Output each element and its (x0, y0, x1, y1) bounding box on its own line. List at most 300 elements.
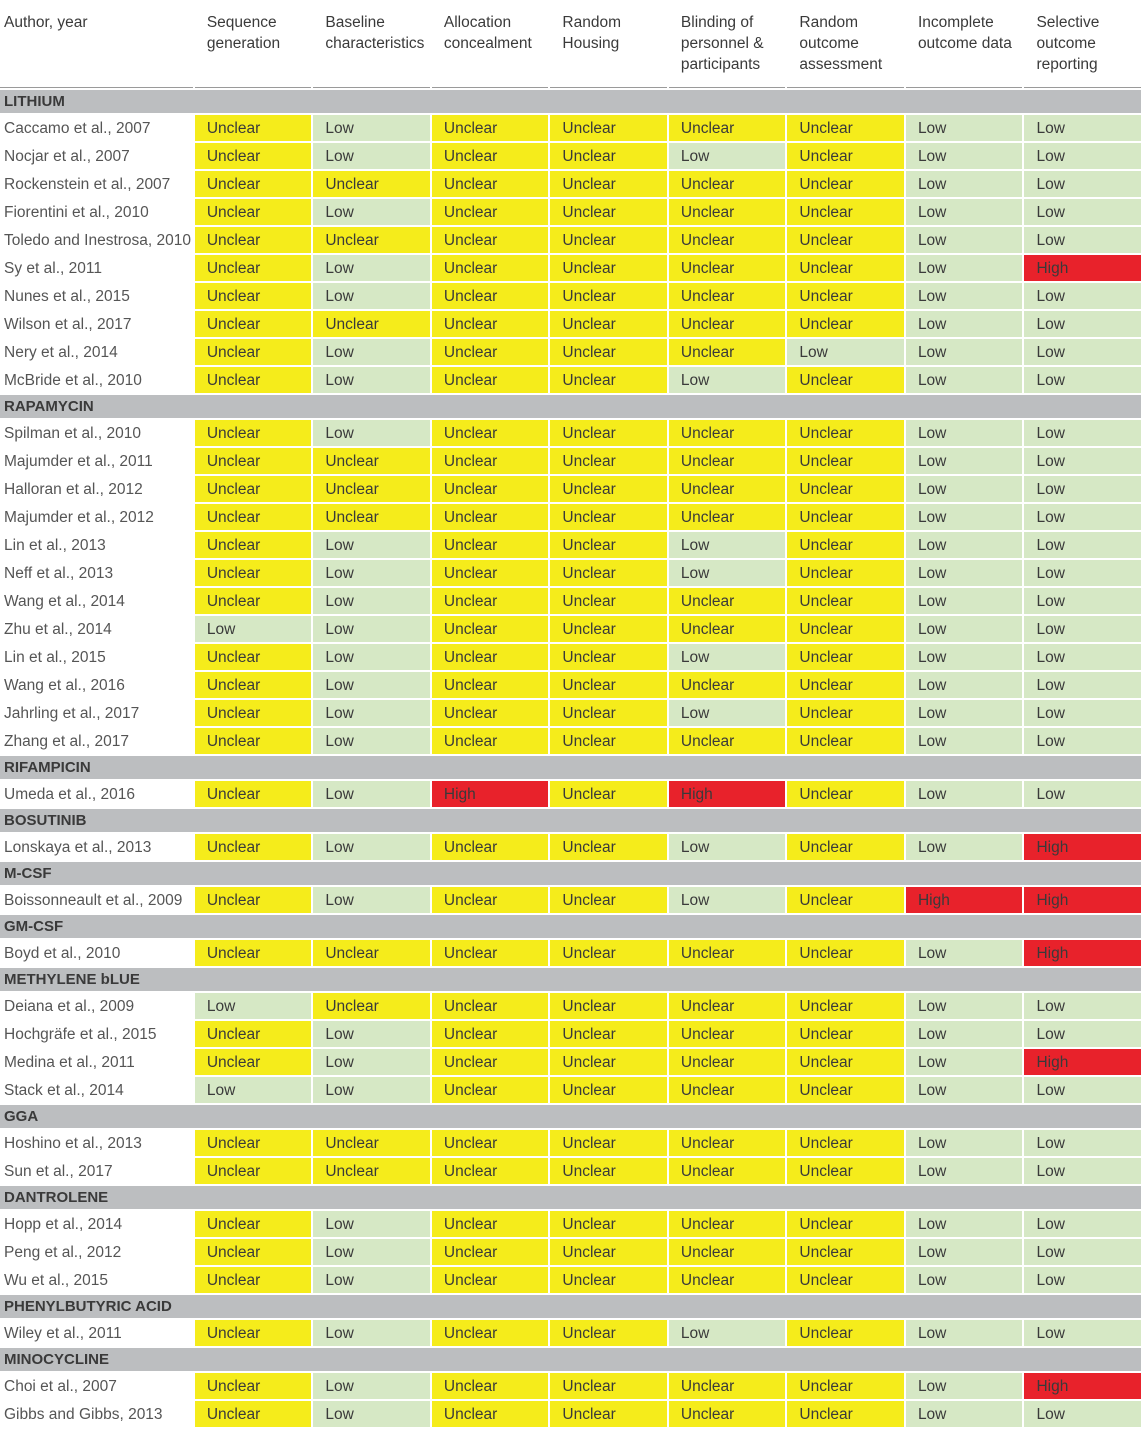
header-blinding: Blinding of personnel & participants (669, 0, 786, 88)
risk-cell: Low (787, 339, 904, 365)
risk-cell: Unclear (313, 227, 430, 253)
risk-cell: Unclear (432, 644, 549, 670)
group-label: PHENYLBUTYRIC ACID (0, 1295, 1141, 1318)
risk-cell: Low (313, 1373, 430, 1399)
table-row (0, 339, 1141, 365)
table-row (0, 171, 1141, 197)
header-allocation-concealment: Allocation concealment (432, 0, 549, 88)
risk-cell: Unclear (195, 1401, 312, 1427)
risk-cell: Low (906, 283, 1023, 309)
risk-cell: Unclear (195, 1320, 312, 1346)
risk-cell: Low (195, 993, 312, 1019)
risk-cell: Low (1024, 311, 1141, 337)
author-cell: Majumder et al., 2011 (4, 453, 153, 470)
author-cell: Zhang et al., 2017 (4, 733, 129, 750)
risk-cell: Low (1024, 143, 1141, 169)
group-row (0, 915, 1141, 938)
risk-cell: Low (313, 1077, 430, 1103)
risk-cell: Unclear (550, 476, 667, 502)
risk-cell: High (1024, 834, 1141, 860)
risk-cell: High (1024, 887, 1141, 913)
risk-cell: Unclear (669, 1239, 786, 1265)
risk-cell: Unclear (550, 1211, 667, 1237)
risk-cell: Unclear (550, 1021, 667, 1047)
risk-cell: Low (313, 1401, 430, 1427)
author-cell: Spilman et al., 2010 (4, 425, 142, 442)
risk-cell: Low (906, 476, 1023, 502)
risk-cell: Unclear (550, 143, 667, 169)
table-row (0, 940, 1141, 966)
risk-cell: Unclear (313, 993, 430, 1019)
risk-cell: Unclear (787, 1077, 904, 1103)
risk-cell: Unclear (669, 1158, 786, 1184)
risk-cell: Unclear (432, 672, 549, 698)
risk-cell: Unclear (195, 834, 312, 860)
table-body (0, 90, 1141, 1427)
group-label: MINOCYCLINE (0, 1348, 1141, 1371)
risk-cell: Low (1024, 448, 1141, 474)
risk-cell: Low (1024, 504, 1141, 530)
risk-cell: Unclear (432, 728, 549, 754)
risk-cell: Unclear (787, 616, 904, 642)
risk-cell: Low (669, 1320, 786, 1346)
risk-cell: Low (1024, 532, 1141, 558)
risk-cell: Low (313, 1320, 430, 1346)
risk-cell: Unclear (432, 255, 549, 281)
risk-cell: Low (906, 728, 1023, 754)
risk-cell: Unclear (669, 311, 786, 337)
group-label: M-CSF (0, 862, 1141, 885)
author-cell: Caccamo et al., 2007 (4, 120, 151, 137)
risk-cell: Low (906, 1077, 1023, 1103)
risk-cell: Low (906, 644, 1023, 670)
risk-cell: Low (906, 616, 1023, 642)
risk-cell: Low (1024, 644, 1141, 670)
risk-cell: Unclear (669, 993, 786, 1019)
risk-cell: Unclear (787, 448, 904, 474)
author-cell: Hoshino et al., 2013 (4, 1135, 142, 1152)
risk-cell: Unclear (550, 644, 667, 670)
risk-cell: Unclear (195, 1130, 312, 1156)
group-row (0, 395, 1141, 418)
risk-cell: Low (1024, 588, 1141, 614)
group-row (0, 1105, 1141, 1128)
risk-cell: Unclear (550, 420, 667, 446)
risk-cell: Unclear (550, 1130, 667, 1156)
author-cell: Lin et al., 2015 (4, 649, 106, 666)
risk-cell: Unclear (550, 227, 667, 253)
risk-cell: Unclear (669, 171, 786, 197)
risk-cell: Unclear (432, 311, 549, 337)
risk-cell: Unclear (195, 700, 312, 726)
risk-cell: Unclear (432, 887, 549, 913)
risk-cell: Low (906, 1239, 1023, 1265)
author-cell: Sun et al., 2017 (4, 1163, 113, 1180)
risk-cell: Unclear (550, 448, 667, 474)
risk-cell: Low (906, 672, 1023, 698)
risk-cell: Unclear (550, 834, 667, 860)
risk-cell: Low (906, 1267, 1023, 1293)
risk-cell: Unclear (787, 1211, 904, 1237)
risk-cell: Unclear (669, 672, 786, 698)
table-row (0, 504, 1141, 530)
risk-cell: Unclear (669, 255, 786, 281)
risk-cell: Unclear (432, 834, 549, 860)
risk-cell: Unclear (787, 1158, 904, 1184)
risk-cell: Unclear (550, 616, 667, 642)
risk-cell: Unclear (550, 588, 667, 614)
risk-cell: Unclear (787, 1130, 904, 1156)
risk-cell: Unclear (550, 1158, 667, 1184)
risk-cell: Unclear (195, 1021, 312, 1047)
table-row (0, 143, 1141, 169)
header-sequence-generation: Sequence generation (195, 0, 312, 88)
group-label: LITHIUM (0, 90, 1141, 113)
risk-cell: Unclear (195, 781, 312, 807)
header-incomplete-outcome-data: Incomplete outcome data (906, 0, 1023, 88)
group-label: METHYLENE bLUE (0, 968, 1141, 991)
risk-cell: Low (906, 227, 1023, 253)
risk-cell: Unclear (550, 532, 667, 558)
risk-cell: Unclear (787, 560, 904, 586)
group-row (0, 90, 1141, 113)
risk-cell: Low (1024, 171, 1141, 197)
risk-cell: Low (906, 588, 1023, 614)
risk-cell: Unclear (195, 1373, 312, 1399)
risk-cell: Unclear (313, 448, 430, 474)
risk-cell: Low (313, 781, 430, 807)
risk-cell: Unclear (669, 504, 786, 530)
risk-cell: Low (669, 560, 786, 586)
risk-cell: Low (906, 504, 1023, 530)
author-cell: Fiorentini et al., 2010 (4, 204, 149, 221)
risk-cell: Unclear (313, 940, 430, 966)
risk-cell: Low (313, 588, 430, 614)
risk-cell: Unclear (787, 532, 904, 558)
risk-cell: Unclear (669, 1373, 786, 1399)
risk-cell: Low (1024, 1267, 1141, 1293)
risk-cell: Unclear (787, 940, 904, 966)
risk-cell: Unclear (550, 728, 667, 754)
risk-cell: Unclear (195, 367, 312, 393)
group-row (0, 1186, 1141, 1209)
risk-cell: Unclear (195, 115, 312, 141)
risk-cell: Unclear (669, 1130, 786, 1156)
author-cell: Nunes et al., 2015 (4, 288, 130, 305)
risk-cell: Unclear (313, 504, 430, 530)
table-row (0, 255, 1141, 281)
risk-cell: Unclear (669, 1077, 786, 1103)
risk-cell: Low (669, 143, 786, 169)
risk-cell: Unclear (195, 448, 312, 474)
risk-cell: Low (906, 700, 1023, 726)
header-selective-outcome-reporting: Selective outcome reporting (1024, 0, 1141, 88)
risk-cell: Unclear (550, 367, 667, 393)
risk-cell: Low (313, 115, 430, 141)
table-row (0, 616, 1141, 642)
risk-cell: Unclear (432, 420, 549, 446)
risk-cell: Low (906, 1320, 1023, 1346)
author-cell: Peng et al., 2012 (4, 1244, 122, 1261)
risk-cell: Unclear (669, 588, 786, 614)
risk-cell: Unclear (195, 255, 312, 281)
risk-cell: Low (906, 420, 1023, 446)
risk-cell: High (1024, 255, 1141, 281)
table-row (0, 448, 1141, 474)
risk-cell: Unclear (550, 700, 667, 726)
risk-cell: Unclear (432, 115, 549, 141)
risk-cell: Low (906, 448, 1023, 474)
author-cell: Wang et al., 2016 (4, 677, 125, 694)
group-label: GGA (0, 1105, 1141, 1128)
risk-cell: Unclear (195, 532, 312, 558)
risk-cell: Low (1024, 227, 1141, 253)
author-cell: Sy et al., 2011 (4, 260, 102, 277)
risk-cell: Low (906, 1158, 1023, 1184)
risk-cell: Low (1024, 1401, 1141, 1427)
risk-cell: Low (906, 1130, 1023, 1156)
risk-cell: High (669, 781, 786, 807)
risk-cell: Unclear (432, 171, 549, 197)
table-header (0, 0, 1141, 88)
risk-cell: Unclear (432, 199, 549, 225)
risk-cell: Unclear (550, 1401, 667, 1427)
risk-cell: Unclear (550, 255, 667, 281)
risk-cell: Unclear (669, 1267, 786, 1293)
risk-cell: High (1024, 940, 1141, 966)
author-cell: Umeda et al., 2016 (4, 786, 135, 803)
header-author-year: Author, year (0, 0, 193, 88)
risk-cell: Unclear (432, 283, 549, 309)
risk-cell: Low (313, 367, 430, 393)
risk-cell: Unclear (787, 311, 904, 337)
risk-cell: Low (906, 367, 1023, 393)
risk-cell: Unclear (432, 940, 549, 966)
author-cell: Boissonneault et al., 2009 (4, 892, 183, 909)
risk-cell: Low (1024, 339, 1141, 365)
risk-cell: Unclear (550, 672, 667, 698)
group-label: RAPAMYCIN (0, 395, 1141, 418)
table-row (0, 311, 1141, 337)
group-row (0, 809, 1141, 832)
risk-cell: Low (313, 1211, 430, 1237)
risk-cell: Unclear (432, 616, 549, 642)
risk-cell: Unclear (432, 1211, 549, 1237)
risk-cell: Unclear (550, 199, 667, 225)
risk-cell: Low (313, 728, 430, 754)
author-cell: Wilson et al., 2017 (4, 316, 132, 333)
table-row (0, 1401, 1141, 1427)
risk-cell: Unclear (550, 993, 667, 1019)
risk-cell: Low (313, 283, 430, 309)
risk-cell: Unclear (195, 1211, 312, 1237)
risk-cell: Unclear (432, 448, 549, 474)
author-cell: Wu et al., 2015 (4, 1272, 108, 1289)
risk-cell: Low (669, 700, 786, 726)
risk-cell: Unclear (550, 1267, 667, 1293)
table-row (0, 560, 1141, 586)
risk-cell: Unclear (432, 532, 549, 558)
risk-cell: Unclear (669, 1401, 786, 1427)
author-cell: Majumder et al., 2012 (4, 509, 154, 526)
group-row (0, 1348, 1141, 1371)
risk-cell: Unclear (787, 227, 904, 253)
table-row (0, 1049, 1141, 1075)
risk-cell: Unclear (787, 143, 904, 169)
risk-cell: Low (313, 255, 430, 281)
risk-cell: Unclear (669, 1211, 786, 1237)
risk-cell: Unclear (195, 940, 312, 966)
author-cell: Boyd et al., 2010 (4, 945, 121, 962)
risk-cell: Unclear (432, 1049, 549, 1075)
group-label: GM-CSF (0, 915, 1141, 938)
table-row (0, 644, 1141, 670)
group-label: BOSUTINIB (0, 809, 1141, 832)
risk-cell: Unclear (195, 311, 312, 337)
risk-cell: Unclear (432, 1267, 549, 1293)
risk-cell: Unclear (195, 644, 312, 670)
risk-cell: Unclear (787, 644, 904, 670)
risk-cell: Unclear (313, 476, 430, 502)
risk-cell: Unclear (787, 171, 904, 197)
risk-cell: Low (906, 1401, 1023, 1427)
author-cell: Halloran et al., 2012 (4, 481, 143, 498)
author-cell: McBride et al., 2010 (4, 372, 142, 389)
risk-cell: Low (906, 115, 1023, 141)
risk-cell: Unclear (195, 227, 312, 253)
risk-cell: Unclear (787, 1401, 904, 1427)
risk-cell: Unclear (432, 1077, 549, 1103)
table-row (0, 1239, 1141, 1265)
author-cell: Rockenstein et al., 2007 (4, 176, 171, 193)
risk-cell: Unclear (787, 367, 904, 393)
risk-cell: Unclear (550, 1049, 667, 1075)
risk-cell: Low (906, 171, 1023, 197)
risk-cell: Low (1024, 700, 1141, 726)
risk-cell: Unclear (669, 1021, 786, 1047)
risk-cell: Unclear (195, 420, 312, 446)
risk-cell: Low (313, 672, 430, 698)
risk-cell: Unclear (669, 616, 786, 642)
table-row (0, 1077, 1141, 1103)
risk-cell: Low (1024, 367, 1141, 393)
risk-cell: Low (313, 700, 430, 726)
risk-cell: Unclear (669, 940, 786, 966)
risk-cell: Unclear (550, 504, 667, 530)
risk-cell: Unclear (432, 1021, 549, 1047)
table-row (0, 993, 1141, 1019)
risk-cell: Low (906, 1373, 1023, 1399)
risk-cell: Low (1024, 616, 1141, 642)
risk-cell: Low (1024, 672, 1141, 698)
risk-cell: Unclear (787, 700, 904, 726)
table-row (0, 532, 1141, 558)
risk-cell: Unclear (787, 283, 904, 309)
risk-cell: Unclear (669, 227, 786, 253)
table-row (0, 1158, 1141, 1184)
table-row (0, 781, 1141, 807)
author-cell: Stack et al., 2014 (4, 1082, 124, 1099)
author-cell: Choi et al., 2007 (4, 1378, 117, 1395)
risk-cell: Unclear (195, 887, 312, 913)
risk-cell: Unclear (195, 1267, 312, 1293)
risk-cell: Unclear (550, 1077, 667, 1103)
risk-cell: Unclear (432, 993, 549, 1019)
author-cell: Wang et al., 2014 (4, 593, 125, 610)
risk-cell: Low (906, 1021, 1023, 1047)
risk-cell: Unclear (432, 1401, 549, 1427)
risk-cell: High (432, 781, 549, 807)
risk-cell: Unclear (432, 700, 549, 726)
risk-cell: Unclear (787, 887, 904, 913)
risk-cell: Unclear (787, 199, 904, 225)
risk-cell: Unclear (195, 672, 312, 698)
header-baseline-characteristics: Baseline characteristics (313, 0, 430, 88)
table-row (0, 1130, 1141, 1156)
risk-cell: Unclear (432, 339, 549, 365)
risk-cell: Unclear (432, 588, 549, 614)
risk-cell: Low (906, 1049, 1023, 1075)
risk-cell: Low (313, 532, 430, 558)
risk-cell: Unclear (669, 115, 786, 141)
risk-cell: Low (1024, 1077, 1141, 1103)
risk-cell: Unclear (787, 1373, 904, 1399)
risk-cell: Low (906, 532, 1023, 558)
risk-cell: Unclear (550, 887, 667, 913)
risk-cell: Low (313, 1021, 430, 1047)
risk-cell: Unclear (787, 588, 904, 614)
risk-cell: Low (669, 834, 786, 860)
author-cell: Toledo and Inestrosa, 2010 (4, 232, 191, 249)
risk-cell: Low (906, 993, 1023, 1019)
author-cell: Lonskaya et al., 2013 (4, 839, 152, 856)
table-row (0, 700, 1141, 726)
author-cell: Gibbs and Gibbs, 2013 (4, 1406, 163, 1423)
table-row (0, 367, 1141, 393)
risk-cell: Unclear (432, 560, 549, 586)
risk-cell: Low (1024, 1320, 1141, 1346)
risk-cell: Low (1024, 1239, 1141, 1265)
table-row (0, 887, 1141, 913)
table-row (0, 728, 1141, 754)
header-row (0, 0, 1141, 88)
risk-cell: Low (313, 560, 430, 586)
risk-cell: Unclear (787, 728, 904, 754)
risk-cell: Low (313, 644, 430, 670)
risk-cell: Low (906, 560, 1023, 586)
risk-cell: Low (1024, 781, 1141, 807)
risk-cell: Unclear (550, 1320, 667, 1346)
risk-cell: Unclear (787, 476, 904, 502)
risk-cell: Unclear (550, 560, 667, 586)
risk-cell: Low (313, 1239, 430, 1265)
risk-cell: Unclear (195, 1158, 312, 1184)
risk-cell: Unclear (313, 171, 430, 197)
risk-cell: Unclear (787, 420, 904, 446)
risk-cell: Unclear (550, 940, 667, 966)
risk-cell: Unclear (669, 199, 786, 225)
author-cell: Deiana et al., 2009 (4, 998, 135, 1015)
risk-cell: Unclear (787, 834, 904, 860)
risk-cell: Unclear (432, 504, 549, 530)
risk-cell: Low (906, 781, 1023, 807)
risk-cell: Unclear (550, 781, 667, 807)
risk-cell: Unclear (787, 504, 904, 530)
author-cell: Nery et al., 2014 (4, 344, 118, 361)
risk-cell: Low (1024, 1211, 1141, 1237)
risk-cell: Unclear (669, 1049, 786, 1075)
risk-cell: Unclear (787, 1320, 904, 1346)
